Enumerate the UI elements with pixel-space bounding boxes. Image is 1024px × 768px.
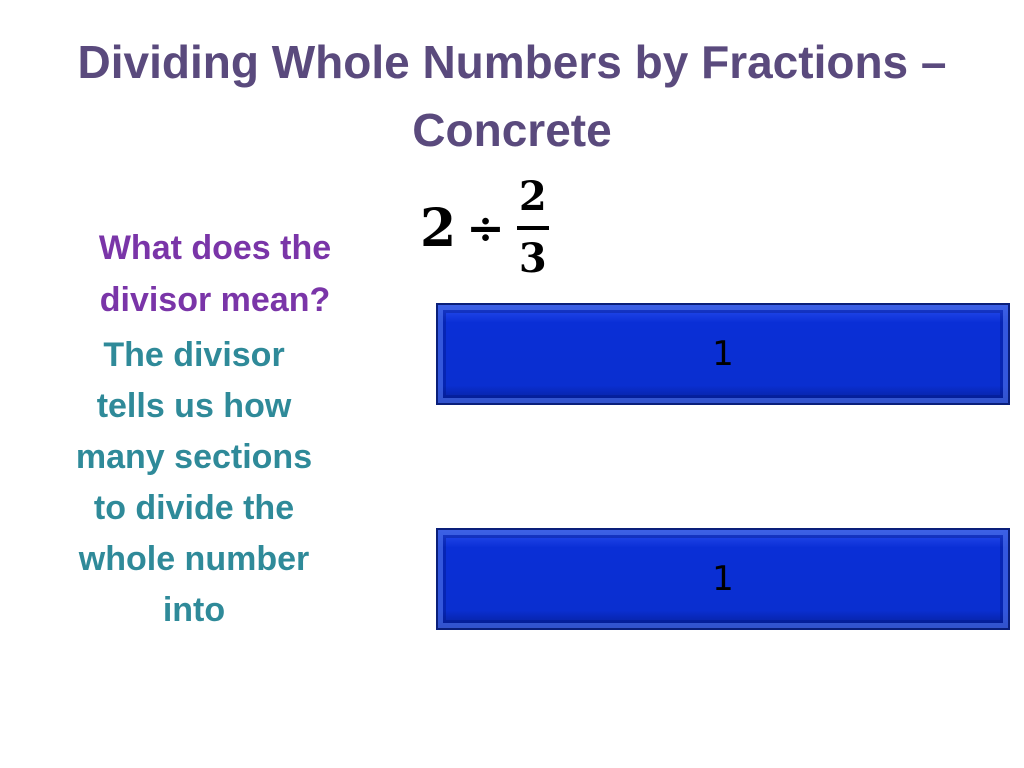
equation-whole-number: 2 bbox=[420, 197, 457, 259]
fraction-bar bbox=[517, 226, 549, 230]
whole-bar-2-label: 1 bbox=[712, 559, 734, 599]
fraction-numerator: 2 bbox=[518, 173, 547, 220]
whole-bar-1 bbox=[436, 303, 1010, 405]
title-line-1: Dividing Whole Numbers by Fractions – bbox=[77, 36, 947, 88]
answer-line-3: many sections bbox=[75, 438, 313, 476]
whole-bar-2 bbox=[436, 528, 1010, 630]
question-line-2: divisor mean? bbox=[99, 281, 331, 319]
answer-line-5: whole number bbox=[78, 540, 310, 578]
answer-line-2: tells us how bbox=[96, 387, 292, 425]
answer-line-1: The divisor bbox=[103, 336, 285, 374]
whole-bar-1-label: 1 bbox=[712, 334, 734, 374]
answer-text bbox=[48, 330, 340, 636]
question-line-1: What does the bbox=[98, 229, 332, 267]
slide-title bbox=[0, 28, 1024, 164]
division-equation bbox=[420, 168, 549, 288]
title-line-2: Concrete bbox=[412, 104, 612, 156]
answer-line-6: into bbox=[162, 591, 226, 629]
division-sign: ÷ bbox=[466, 201, 505, 255]
equation-fraction bbox=[517, 174, 549, 282]
answer-line-4: to divide the bbox=[93, 489, 295, 527]
fraction-denominator: 3 bbox=[518, 235, 547, 282]
question-text bbox=[60, 222, 370, 326]
